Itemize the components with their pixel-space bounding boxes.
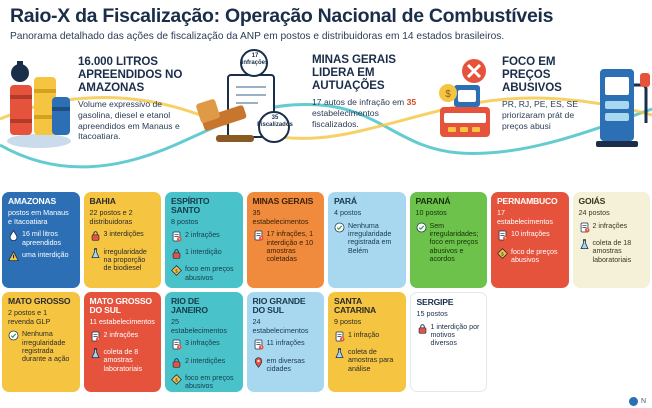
state-card-detail: [8, 251, 74, 264]
svg-text:$: $: [501, 252, 504, 258]
footer-logo: [629, 397, 646, 406]
state-card-detail-text: foco em preços abusivos: [185, 265, 234, 282]
document-alert-icon: [579, 222, 590, 235]
state-card-detail: [334, 222, 400, 255]
state-card-detail: [171, 265, 237, 282]
state-card-detail: [497, 230, 563, 243]
document-alert-icon: [90, 331, 101, 344]
state-card-subtitle: 24 postos: [578, 208, 610, 218]
state-card-detail-text: em diversas cidades: [266, 356, 305, 374]
state-card-title: PERNAMBUCO: [497, 196, 558, 206]
barrels-icon: [6, 49, 72, 154]
state-card-minas-gerais[interactable]: [247, 192, 325, 288]
logo-text: N: [640, 398, 646, 405]
document-alert-icon: [334, 331, 345, 344]
header: [0, 0, 652, 43]
lock-icon: [171, 357, 182, 370]
state-card-detail: [579, 239, 645, 264]
fuel-drop-icon: [8, 230, 19, 243]
lock-icon: [171, 248, 182, 261]
state-card-subtitle: 10 postos: [415, 208, 447, 218]
state-card-detail: [253, 339, 319, 352]
state-card-para[interactable]: [328, 192, 406, 288]
state-card-detail: [171, 339, 237, 352]
state-card-santa-catarina[interactable]: [328, 292, 406, 392]
highlight-amazonas-litros: [0, 49, 186, 162]
state-card-subtitle: postos em Manaus e Itacoatiara: [8, 208, 69, 226]
state-card-espirito-santo[interactable]: [165, 192, 243, 288]
state-card-detail: [253, 357, 319, 374]
state-card-detail: [497, 248, 563, 265]
mg-body-highlight: 35: [406, 97, 417, 108]
highlight-infracoes-fiscalizados: [186, 49, 306, 162]
state-card-detail: [334, 331, 400, 344]
state-card-goias[interactable]: [573, 192, 651, 288]
state-card-detail-text: Nenhuma irregularidade registrada em Belém: [348, 221, 392, 255]
state-card-detail-text: 2 interdições: [185, 356, 226, 365]
state-card-detail: [171, 248, 237, 261]
flask-icon: [579, 239, 590, 252]
state-card-detail: [90, 248, 156, 273]
highlight-title: 16.000 LITROS APREENDIDOS NO AMAZONAS: [78, 55, 183, 95]
highlight-body: Volume expressivo de gasolina, diesel e etanol apreendidos em Manaus e Itacoatiara.: [78, 99, 180, 142]
state-card-detail-text: Sem irregularidades; foco em preços abusivos e acordos: [429, 221, 479, 264]
state-card-detail-text: 2 infrações: [103, 330, 139, 339]
state-card-parana[interactable]: [410, 192, 488, 288]
state-card-detail-text: 10 infrações: [511, 230, 550, 239]
state-card-title: ESPÍRITO SANTO: [171, 196, 210, 216]
state-card-detail: [417, 323, 481, 348]
state-cards-grid: [0, 190, 652, 394]
state-card-detail-text: irregularidade na proporção de biodiesel: [103, 247, 147, 273]
state-card-title: AMAZONAS: [8, 196, 57, 206]
price-tag-icon: [497, 248, 508, 261]
lock-icon: [417, 323, 428, 336]
document-alert-icon: [497, 230, 508, 243]
state-card-title: SANTA CATARINA: [334, 296, 376, 316]
state-card-subtitle: 17 estabelecimentos: [497, 208, 553, 226]
state-card-detail: [8, 230, 74, 247]
state-card-detail-text: 3 interdições: [103, 230, 144, 239]
page-subtitle: Panorama detalhado das ações de fiscalização da ANP em postos e distribuidoras em 14 estados brasileiros.: [10, 31, 505, 43]
state-card-pernambuco[interactable]: [491, 192, 569, 288]
state-card-detail-text: 1 interdição: [185, 248, 222, 257]
fuel-pump-icon: [592, 49, 652, 158]
state-card-sergipe[interactable]: [410, 292, 488, 392]
state-card-detail-text: coleta de 8 amostras laboratoriais: [103, 348, 143, 373]
state-card-detail-text: foco de preços abusivos: [511, 247, 558, 265]
mg-body-suffix: estabelecimentos fiscalizados.: [312, 107, 379, 129]
svg-text:$: $: [445, 89, 451, 101]
badge-fiscalizados: 35 Fiscalizados: [257, 115, 293, 128]
logo-dot-icon: [629, 397, 638, 406]
flask-icon: [90, 248, 101, 261]
gavel-document-icon: [192, 49, 302, 162]
state-card-title: SERGIPE: [416, 297, 454, 307]
check-icon: [334, 222, 345, 235]
state-card-title: RIO GRANDE DO SUL: [252, 296, 306, 316]
state-card-mato-grosso-do-sul[interactable]: [84, 292, 162, 392]
check-icon: [8, 330, 19, 343]
highlight-precos-abusivos: [496, 49, 652, 162]
state-card-mato-grosso[interactable]: [2, 292, 80, 392]
state-card-subtitle: 8 postos: [171, 217, 199, 227]
state-card-detail: [90, 348, 156, 373]
svg-text:$: $: [175, 269, 178, 275]
state-card-bahia[interactable]: [84, 192, 162, 288]
state-card-subtitle: 4 postos: [334, 208, 362, 218]
state-card-detail: [90, 230, 156, 243]
state-card-title: RIO DE JANEIRO: [171, 296, 208, 316]
price-tag-icon: [171, 374, 182, 387]
state-card-detail-text: 11 infrações: [266, 339, 305, 348]
state-card-detail: [8, 330, 74, 363]
state-card-subtitle: 24 estabelecimentos: [252, 317, 309, 335]
warning-icon: [8, 251, 19, 264]
state-card-detail-text: coleta de 18 amostras laboratoriais: [592, 239, 632, 264]
state-card-detail-text: 1 infração: [348, 330, 380, 339]
svg-text:$: $: [175, 378, 178, 384]
document-alert-icon: [171, 339, 182, 352]
state-card-subtitle: 11 estabelecimentos: [89, 317, 155, 327]
state-card-title: BAHIA: [89, 196, 116, 206]
state-card-detail: [171, 231, 237, 244]
state-card-detail: [171, 374, 237, 391]
highlight-body: [312, 97, 428, 129]
state-card-subtitle: 25 estabelecimentos: [171, 317, 227, 335]
lock-icon: [90, 230, 101, 243]
state-card-amazonas[interactable]: [2, 192, 80, 288]
price-tag-icon: [171, 265, 182, 278]
state-card-detail: [90, 331, 156, 344]
state-card-title: MATO GROSSO: [8, 296, 71, 306]
state-card-title: PARANÁ: [415, 196, 451, 206]
state-card-detail-text: Nenhuma irregularidade registrada durante a ação: [22, 330, 70, 364]
state-card-detail: [253, 230, 319, 263]
state-card-subtitle: 2 postos e 1 revenda GLP: [8, 308, 51, 326]
state-card-subtitle: 35 estabelecimentos: [252, 208, 309, 226]
state-card-subtitle: 15 postos: [416, 309, 448, 319]
state-card-detail-text: 2 infrações: [592, 221, 628, 230]
state-card-detail-text: foco em preços abusivos: [185, 374, 234, 391]
badge-infracoes: 17 infrações: [241, 53, 269, 66]
state-card-detail-text: 1 interdição por motivos diversos: [430, 322, 480, 348]
flask-icon: [90, 348, 101, 361]
state-card-title: PARÁ: [334, 196, 357, 206]
state-card-title: MATO GROSSO DO SUL: [89, 296, 152, 316]
highlight-title: MINAS GERAIS LIDERA EM AUTUAÇÕES: [312, 53, 396, 93]
state-card-subtitle: 9 postos: [334, 317, 362, 327]
highlight-title: FOCO EM PREÇOS ABUSIVOS: [502, 55, 562, 95]
page-title: Raio-X da Fiscalização: Operação Nacional de Combustíveis: [10, 5, 554, 27]
state-card-subtitle: 22 postos e 2 distribuidoras: [89, 208, 133, 226]
state-card-detail: [579, 222, 645, 235]
document-alert-icon: [171, 231, 182, 244]
state-card-detail-text: coleta de amostras para análise: [348, 348, 394, 373]
highlights-strip: [0, 49, 652, 171]
highlight-body: PR, RJ, PE, ES, SE priorizaram prát de preços abusi: [502, 99, 578, 131]
state-card-detail-text: 16 mil litros apreendidos: [22, 230, 62, 247]
state-card-detail: [416, 222, 482, 264]
state-card-detail-text: 2 infrações: [185, 230, 220, 239]
state-card-rio-de-janeiro[interactable]: [165, 292, 243, 392]
cash-register-icon: [434, 49, 496, 154]
document-alert-icon: [253, 339, 264, 352]
mg-body-prefix: 17 autos de infração em: [312, 97, 407, 108]
highlight-minas-gerais: [306, 49, 496, 162]
state-card-title: GOIÁS: [578, 196, 606, 206]
state-card-detail-text: 3 infrações: [185, 339, 220, 348]
pin-icon: [253, 357, 264, 370]
state-card-detail: [334, 348, 400, 373]
state-card-title: MINAS GERAIS: [252, 196, 314, 206]
document-alert-icon: [253, 230, 264, 243]
check-icon: [416, 222, 427, 235]
state-card-detail-text: uma interdição: [22, 251, 69, 260]
state-card-detail: [171, 357, 237, 370]
state-card-rio-grande-do-sul[interactable]: [247, 292, 325, 392]
flask-icon: [334, 348, 345, 361]
state-card-detail-text: 17 infrações, 1 interdição e 10 amostras coletadas: [266, 230, 314, 264]
